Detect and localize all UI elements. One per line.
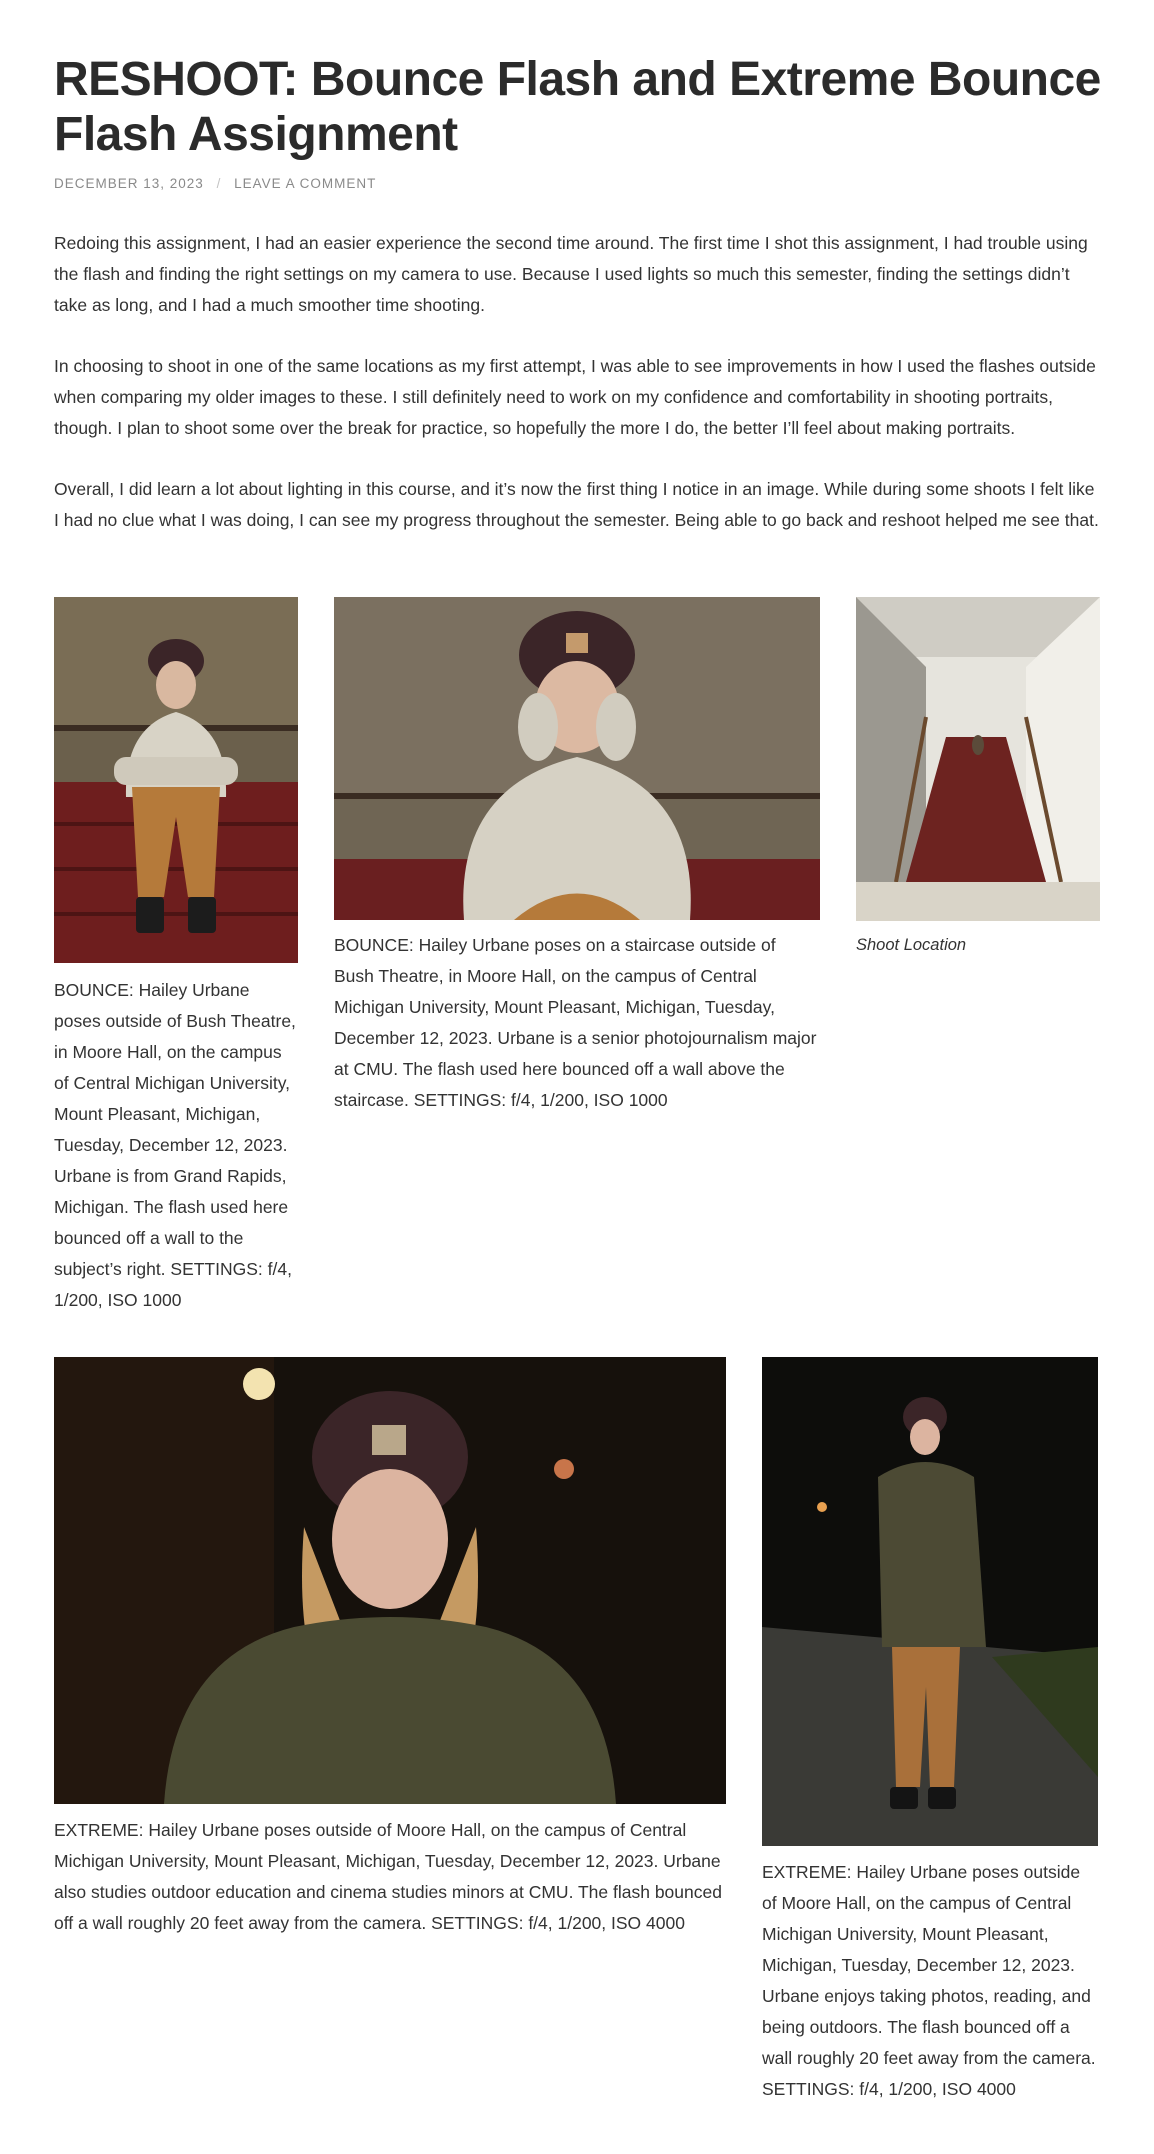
gallery-photo[interactable] [762,1357,1098,1846]
leave-comment-link[interactable]: LEAVE A COMMENT [234,176,377,191]
photo-caption: EXTREME: Hailey Urbane poses outside of Moore Hall, on the campus of Central Michigan University, Mount Pleasant, Michigan, Tuesday, December 12, 2023. Urbane also studies outdoor education and cinema studies minors at CMU. The flash bounced off a wall roughly 20 feet away from the camera. SETTINGS: f/4, 1/200, ISO 4000 [54,1820,722,1933]
post-paragraph: Redoing this assignment, I had an easier experience the second time around. The first time I shot this assignment, I had trouble using the flash and finding the right settings on my camera to use. Because I used lights so much this semester, finding the settings didn’t take as long, and I had a much smoother time shooting. [54,233,1088,315]
photo-caption: BOUNCE: Hailey Urbane poses on a staircase outside of Bush Theatre, in Moore Hall, on the campus of Central Michigan University, Mount Pleasant, Michigan, Tuesday, December 12, 2023. Urbane is a senior photojournalism major at CMU. The flash used here bounced off a wall above the staircase. SETTINGS: f/4, 1/200, ISO 1000 [334,935,817,1110]
gallery-photo[interactable] [54,597,298,963]
gallery-photo[interactable] [54,1357,726,1804]
gallery-photo[interactable] [334,597,820,920]
photo-caption: BOUNCE: Hailey Urbane poses outside of Bush Theatre, in Moore Hall, on the campus of Central Michigan University, Mount Pleasant, Michigan, Tuesday, December 12, 2023. Urbane is from Grand Rapids, Michigan. The flash used here bounced off a wall to the subject’s right. SETTINGS: f/4, 1/200, ISO 1000 [54,980,296,1310]
photo-caption: EXTREME: Hailey Urbane poses outside of Moore Hall, on the campus of Central Michigan University, Mount Pleasant, Michigan, Tuesday, December 12, 2023. Urbane enjoys taking photos, reading, and being outdoors. The flash bounced off a wall roughly 20 feet away from the camera. SETTINGS: f/4, 1/200, ISO 4000 [762,1862,1096,2099]
gallery-photo[interactable] [856,597,1100,921]
meta-separator: / [216,176,222,191]
post-paragraph: Overall, I did learn a lot about lighting in this course, and it’s now the first thing I notice in an image. While during some shoots I felt like I had no clue what I was doing, I can see my progress throughout the semester. Being able to go back and reshoot helped me see that. [54,479,1099,530]
photo-caption: Shoot Location [856,936,967,954]
post-meta [54,176,376,191]
post-paragraph: In choosing to shoot in one of the same locations as my first attempt, I was able to see improvements in how I used the flashes outside when comparing my older images to these. I still definitely need to work on my confidence and comfortability in shooting portraits, though. I plan to shoot some over the break for practice, so hopefully the more I do, the better I’ll feel about making portraits. [54,356,1096,438]
post-title: RESHOOT: Bounce Flash and Extreme Bounce Flash Assignment [54,53,1101,161]
post-date-link[interactable]: DECEMBER 13, 2023 [54,176,204,191]
